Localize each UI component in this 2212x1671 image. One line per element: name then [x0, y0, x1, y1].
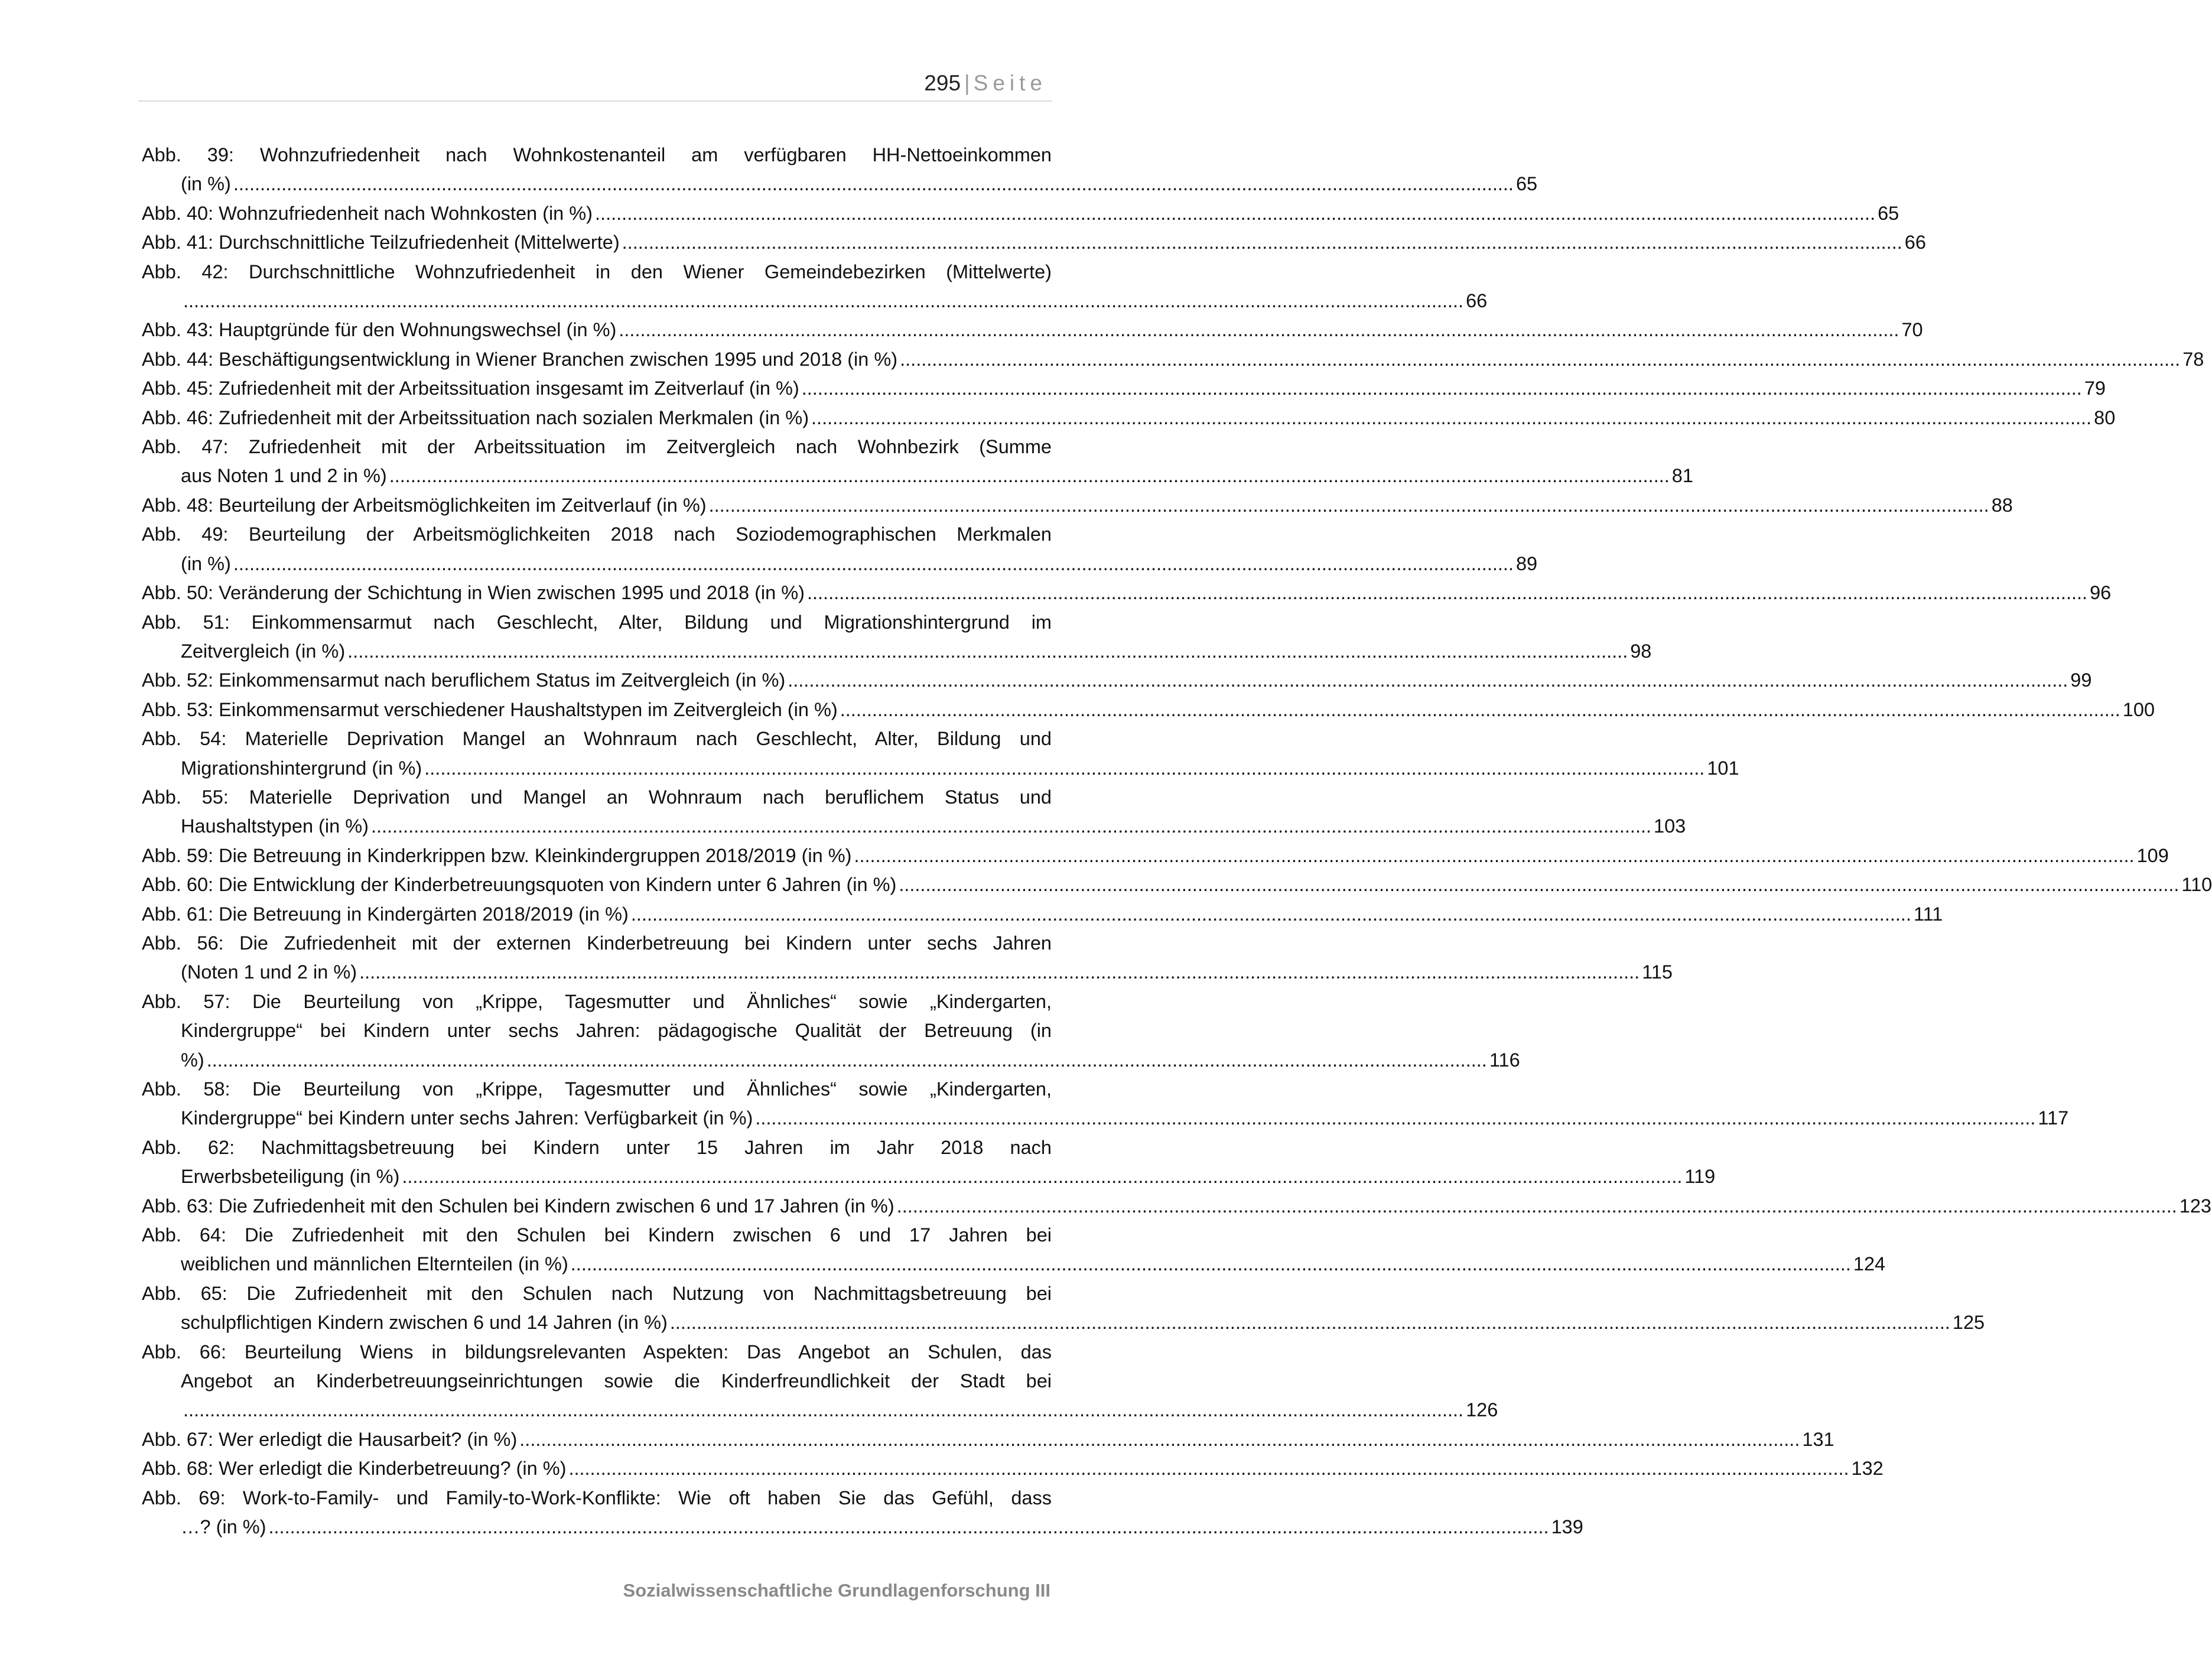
toc-entry-last-line [142, 345, 2204, 374]
dot-leader: ................................................................................................................................................................................................................................................ [370, 815, 1652, 837]
toc-entry-last-line [142, 316, 1923, 344]
toc-entry-title-line: Abb. 47: Zufriedenheit mit der Arbeitssituation im Zeitvergleich nach Wohnbezirk (Summe [142, 436, 1052, 458]
toc-entry-page-number: 65 [1878, 202, 1899, 224]
toc-entry[interactable] [142, 1484, 1583, 1542]
toc-entry[interactable] [142, 1425, 1834, 1454]
dot-leader: ................................................................................................................................................................................................................................................ [896, 1195, 2177, 1217]
dot-leader: ................................................................................................................................................................................................................................................ [899, 874, 2180, 896]
toc-entry-title: Abb. 60: Die Entwicklung der Kinderbetreuungsquoten von Kindern unter 6 Jahren (in %) [142, 874, 897, 896]
toc-entry-title: Migrationshintergrund (in %) [181, 757, 422, 779]
toc-entry-page-number: 100 [2122, 698, 2155, 720]
toc-entry-last-line [142, 228, 1926, 257]
toc-entry-page-number: 125 [1952, 1312, 1985, 1334]
toc-entry[interactable] [142, 929, 1673, 987]
dot-leader: ................................................................................................................................................................................................................................................ [811, 407, 2092, 428]
toc-entry-last-line [142, 1396, 1498, 1425]
dot-leader: ................................................................................................................................................................................................................................................ [669, 1312, 1950, 1334]
toc-entry-title-line: Abb. 54: Materielle Deprivation Mangel an Wohnraum nach Geschlecht, Alter, Bildung und [142, 728, 1052, 750]
toc-entry-title: Abb. 44: Beschäftigungsentwicklung in Wiener Branchen zwischen 1995 und 2018 (in %) [142, 348, 898, 370]
toc-entry-title-line: Abb. 65: Die Zufriedenheit mit den Schulen nach Nutzung von Nachmittagsbetreuung bei [142, 1282, 1052, 1304]
toc-entry-title: Abb. 61: Die Betreuung in Kindergärten 2018/2019 (in %) [142, 903, 629, 925]
toc-entry[interactable] [142, 404, 2116, 433]
toc-entry-page-number: 96 [2090, 582, 2112, 604]
toc-entry[interactable] [142, 228, 1926, 257]
toc-entry-title: (in %) [181, 173, 231, 195]
toc-entry-title: Erwerbsbeteiligung (in %) [181, 1166, 400, 1188]
toc-entry-page-number: 101 [1707, 757, 1739, 779]
dot-leader: ................................................................................................................................................................................................................................................ [708, 494, 1989, 516]
toc-entry-page-number: 98 [1630, 640, 1652, 662]
dot-leader: ................................................................................................................................................................................................................................................ [568, 1458, 1849, 1480]
dot-leader: ................................................................................................................................................................................................................................................ [840, 698, 2120, 720]
toc-entry[interactable] [142, 1133, 1716, 1192]
toc-entry-page-number: 139 [1551, 1516, 1583, 1538]
dot-leader: ................................................................................................................................................................................................................................................ [206, 1049, 1487, 1071]
toc-entry-page-number: 123 [2179, 1195, 2211, 1217]
toc-entry-title-line: Abb. 56: Die Zufriedenheit mit der externen Kinderbetreuung bei Kindern unter sechs Jahren [142, 932, 1052, 954]
page-number-value: 295 [924, 71, 961, 95]
toc-entry-title: Abb. 41: Durchschnittliche Teilzufriedenheit (Mittelwerte) [142, 232, 620, 253]
toc-entry-last-line [142, 199, 1899, 228]
toc-entry-title: Abb. 63: Die Zufriedenheit mit den Schulen bei Kindern zwischen 6 und 17 Jahren (in %) [142, 1195, 894, 1217]
toc-entry[interactable] [142, 1454, 1884, 1483]
toc-entry[interactable] [142, 1279, 1985, 1338]
dot-leader: ................................................................................................................................................................................................................................................ [630, 903, 1911, 925]
toc-entry-page-number: 115 [1642, 961, 1673, 983]
dot-leader: ................................................................................................................................................................................................................................................ [788, 669, 2068, 691]
toc-entry[interactable] [142, 345, 2204, 374]
dot-leader: ................................................................................................................................................................................................................................................ [389, 465, 1670, 487]
toc-entry[interactable] [142, 258, 1488, 316]
toc-entry-title-line: Angebot an Kinderbetreuungseinrichtungen sowie die Kinderfreundlichkeit der Stadt bei [181, 1370, 1052, 1392]
toc-entry-last-line [142, 404, 2116, 433]
header-separator: | [964, 71, 970, 95]
toc-entry[interactable] [142, 666, 2092, 695]
toc-entry-page-number: 99 [2070, 669, 2092, 691]
toc-entry-page-number: 80 [2094, 407, 2116, 428]
toc-entry-page-number: 110 [2181, 874, 2212, 896]
dot-leader: ................................................................................................................................................................................................................................................ [268, 1516, 1549, 1538]
dot-leader: ................................................................................................................................................................................................................................................ [183, 1399, 1464, 1421]
toc-entry-title: Abb. 50: Veränderung der Schichtung in Wien zwischen 1995 und 2018 (in %) [142, 582, 805, 604]
toc-entry-title: Abb. 48: Beurteilung der Arbeitsmöglichkeiten im Zeitverlauf (in %) [142, 494, 707, 516]
toc-entry-last-line [142, 491, 2013, 520]
toc-entry-title: Kindergruppe“ bei Kindern unter sechs Jahren: Verfügbarkeit (in %) [181, 1107, 753, 1129]
toc-entry-title-line: Abb. 64: Die Zufriedenheit mit den Schulen bei Kindern zwischen 6 und 17 Jahren bei [142, 1224, 1052, 1246]
toc-entry[interactable] [142, 724, 1739, 783]
toc-entry-title: (in %) [181, 552, 231, 574]
toc-entry-last-line [142, 870, 2212, 899]
toc-entry[interactable] [142, 1075, 2069, 1133]
toc-entry-page-number: 109 [2136, 844, 2169, 866]
toc-entry-page-number: 78 [2182, 348, 2204, 370]
page-label: Seite [973, 71, 1047, 95]
toc-entry-title: %) [181, 1049, 204, 1071]
dot-leader: ................................................................................................................................................................................................................................................ [347, 640, 1628, 662]
toc-entry-title-line: Abb. 51: Einkommensarmut nach Geschlecht, Alter, Bildung und Migrationshintergrund im [142, 611, 1052, 633]
dot-leader: ................................................................................................................................................................................................................................................ [424, 757, 1705, 779]
toc-entry-title-line: Abb. 42: Durchschnittliche Wohnzufriedenheit in den Wiener Gemeindebezirken (Mittelwerte) [142, 261, 1052, 282]
toc-entry-last-line [142, 1250, 1886, 1279]
toc-entry-title: Abb. 59: Die Betreuung in Kinderkrippen bzw. Kleinkindergruppen 2018/2019 (in %) [142, 844, 852, 866]
toc-entry-title: Zeitvergleich (in %) [181, 640, 346, 662]
dot-leader: ................................................................................................................................................................................................................................................ [755, 1107, 2036, 1129]
toc-entry-last-line [142, 374, 2106, 403]
toc-entry-last-line [142, 578, 2112, 607]
toc-entry-page-number: 88 [1991, 494, 2013, 516]
toc-entry-title: Abb. 67: Wer erledigt die Hausarbeit? (in %) [142, 1428, 518, 1450]
toc-entry[interactable] [142, 316, 1923, 344]
toc-entry-title: Abb. 45: Zufriedenheit mit der Arbeitssituation insgesamt im Zeitverlauf (in %) [142, 378, 799, 399]
toc-entry[interactable] [142, 433, 1693, 491]
toc-entry-title: aus Noten 1 und 2 in %) [181, 465, 387, 487]
toc-entry-title: (Noten 1 und 2 in %) [181, 961, 357, 983]
toc-entry-title-line: Abb. 58: Die Beurteilung von „Krippe, Tagesmutter und Ähnliches“ sowie „Kindergarten, [142, 1078, 1052, 1100]
page-number [924, 71, 1047, 96]
toc-entry-last-line [142, 812, 1686, 841]
toc-entry-title: …? (in %) [181, 1516, 266, 1538]
toc-entry-last-line [142, 1513, 1583, 1542]
toc-entry[interactable] [142, 1192, 2211, 1221]
dot-leader: ................................................................................................................................................................................................................................................ [183, 290, 1464, 312]
toc-entry-last-line [142, 550, 1538, 578]
toc-entry-title: Abb. 52: Einkommensarmut nach beruflichem Status im Zeitvergleich (in %) [142, 669, 786, 691]
toc-entry-title: schulpflichtigen Kindern zwischen 6 und 14 Jahren (in %) [181, 1312, 668, 1334]
dot-leader: ................................................................................................................................................................................................................................................ [402, 1166, 1683, 1188]
dot-leader: ................................................................................................................................................................................................................................................ [619, 319, 1899, 341]
toc-entry-page-number: 89 [1515, 552, 1538, 574]
toc-entry-page-number: 66 [1904, 232, 1926, 253]
toc-entry-last-line [142, 754, 1739, 783]
toc-entry-title: weiblichen und männlichen Elternteilen (in %) [181, 1253, 568, 1275]
toc-entry-title-line: Abb. 39: Wohnzufriedenheit nach Wohnkostenanteil am verfügbaren HH-Nettoeinkommen [142, 144, 1052, 165]
toc-entry-page-number: 81 [1671, 465, 1693, 487]
toc-entry[interactable] [142, 374, 2106, 403]
toc-entry-page-number: 119 [1684, 1166, 1716, 1188]
toc-entry-last-line [142, 1308, 1985, 1337]
toc-entry-last-line [142, 900, 1943, 929]
dot-leader: ................................................................................................................................................................................................................................................ [622, 232, 1902, 253]
toc-entry-last-line [142, 1046, 1520, 1075]
dot-leader: ................................................................................................................................................................................................................................................ [854, 844, 2135, 866]
toc-entry[interactable] [142, 199, 1899, 228]
toc-entry[interactable] [142, 608, 1652, 667]
toc-entry-page-number: 66 [1466, 290, 1488, 312]
toc-entry[interactable] [142, 900, 1943, 929]
toc-entry-page-number: 117 [2038, 1107, 2069, 1129]
toc-entry-last-line [142, 1104, 2069, 1133]
toc-entry[interactable] [142, 695, 2155, 724]
toc-entry-page-number: 124 [1853, 1253, 1886, 1275]
toc-entry-last-line [142, 461, 1693, 490]
toc-entry-page-number: 79 [2084, 378, 2106, 399]
toc-entry-last-line [142, 695, 2155, 724]
toc-entry-title: Abb. 68: Wer erledigt die Kinderbetreuung? (in %) [142, 1458, 567, 1480]
toc-entry-last-line [142, 1425, 1834, 1454]
toc-entry-title: Abb. 40: Wohnzufriedenheit nach Wohnkosten (in %) [142, 202, 593, 224]
toc-entry-page-number: 116 [1489, 1049, 1520, 1071]
toc-entry-last-line [142, 637, 1652, 666]
toc-entry[interactable] [142, 783, 1686, 841]
toc-entry-page-number: 111 [1913, 903, 1943, 925]
toc-entry-title-line: Abb. 55: Materielle Deprivation und Mangel an Wohnraum nach beruflichem Status und [142, 786, 1052, 808]
dot-leader: ................................................................................................................................................................................................................................................ [519, 1428, 1800, 1450]
dot-leader: ................................................................................................................................................................................................................................................ [570, 1253, 1851, 1275]
toc-entry[interactable] [142, 870, 2212, 899]
dot-leader: ................................................................................................................................................................................................................................................ [595, 202, 1876, 224]
dot-leader: ................................................................................................................................................................................................................................................ [900, 348, 2181, 370]
toc-entry-title-line: Abb. 66: Beurteilung Wiens in bildungsrelevanten Aspekten: Das Angebot an Schulen, das [142, 1341, 1052, 1363]
footer-title: Sozialwissenschaftliche Grundlagenforschung III [623, 1580, 1050, 1601]
toc-entry-page-number: 103 [1654, 815, 1686, 837]
toc-entry-title: Abb. 53: Einkommensarmut verschiedener Haushaltstypen im Zeitvergleich (in %) [142, 698, 838, 720]
toc-entry-last-line [142, 1454, 1884, 1483]
page-header [138, 66, 1052, 102]
toc-entry[interactable] [142, 578, 2112, 607]
toc-entry-title-line: Kindergruppe“ bei Kindern unter sechs Jahren: pädagogische Qualität der Betreuung (in [181, 1020, 1052, 1042]
toc-entry-title-line: Abb. 62: Nachmittagsbetreuung bei Kindern unter 15 Jahren im Jahr 2018 nach [142, 1136, 1052, 1158]
toc-entry-last-line [142, 958, 1673, 987]
toc-entry-last-line [142, 666, 2092, 695]
toc-entry-page-number: 126 [1466, 1399, 1498, 1421]
dot-leader: ................................................................................................................................................................................................................................................ [359, 961, 1640, 983]
toc-entry-page-number: 70 [1901, 319, 1923, 341]
toc-entry-title: Abb. 46: Zufriedenheit mit der Arbeitssituation nach sozialen Merkmalen (in %) [142, 407, 809, 428]
toc-entry-last-line [142, 287, 1488, 316]
dot-leader: ................................................................................................................................................................................................................................................ [233, 173, 1514, 195]
toc-entry[interactable] [142, 841, 2169, 870]
toc-entry[interactable] [142, 987, 1520, 1075]
toc-entry-title-line: Abb. 69: Work-to-Family- und Family-to-Work-Konflikte: Wie oft haben Sie das Gefühl, dass [142, 1487, 1052, 1509]
toc-entry-last-line [142, 1162, 1716, 1191]
toc-entry-last-line [142, 841, 2169, 870]
toc-entry-page-number: 132 [1851, 1458, 1884, 1480]
list-of-figures [142, 141, 2212, 1542]
dot-leader: ................................................................................................................................................................................................................................................ [233, 552, 1514, 574]
toc-entry[interactable] [142, 1221, 1886, 1279]
toc-entry[interactable] [142, 491, 2013, 520]
toc-entry[interactable] [142, 141, 1538, 199]
dot-leader: ................................................................................................................................................................................................................................................ [801, 378, 2082, 399]
toc-entry-title: Haushaltstypen (in %) [181, 815, 369, 837]
toc-entry-page-number: 131 [1802, 1428, 1834, 1450]
toc-entry-title-line: Abb. 57: Die Beurteilung von „Krippe, Tagesmutter und Ähnliches“ sowie „Kindergarten, [142, 990, 1052, 1012]
toc-entry[interactable] [142, 520, 1538, 578]
toc-entry-page-number: 65 [1515, 173, 1538, 195]
toc-entry-title-line: Abb. 49: Beurteilung der Arbeitsmöglichkeiten 2018 nach Soziodemographischen Merkmalen [142, 524, 1052, 545]
toc-entry-title: Abb. 43: Hauptgründe für den Wohnungswechsel (in %) [142, 319, 617, 341]
dot-leader: ................................................................................................................................................................................................................................................ [806, 582, 2088, 604]
toc-entry-last-line [142, 170, 1538, 199]
toc-entry[interactable] [142, 1338, 1498, 1425]
toc-entry-last-line [142, 1192, 2211, 1221]
